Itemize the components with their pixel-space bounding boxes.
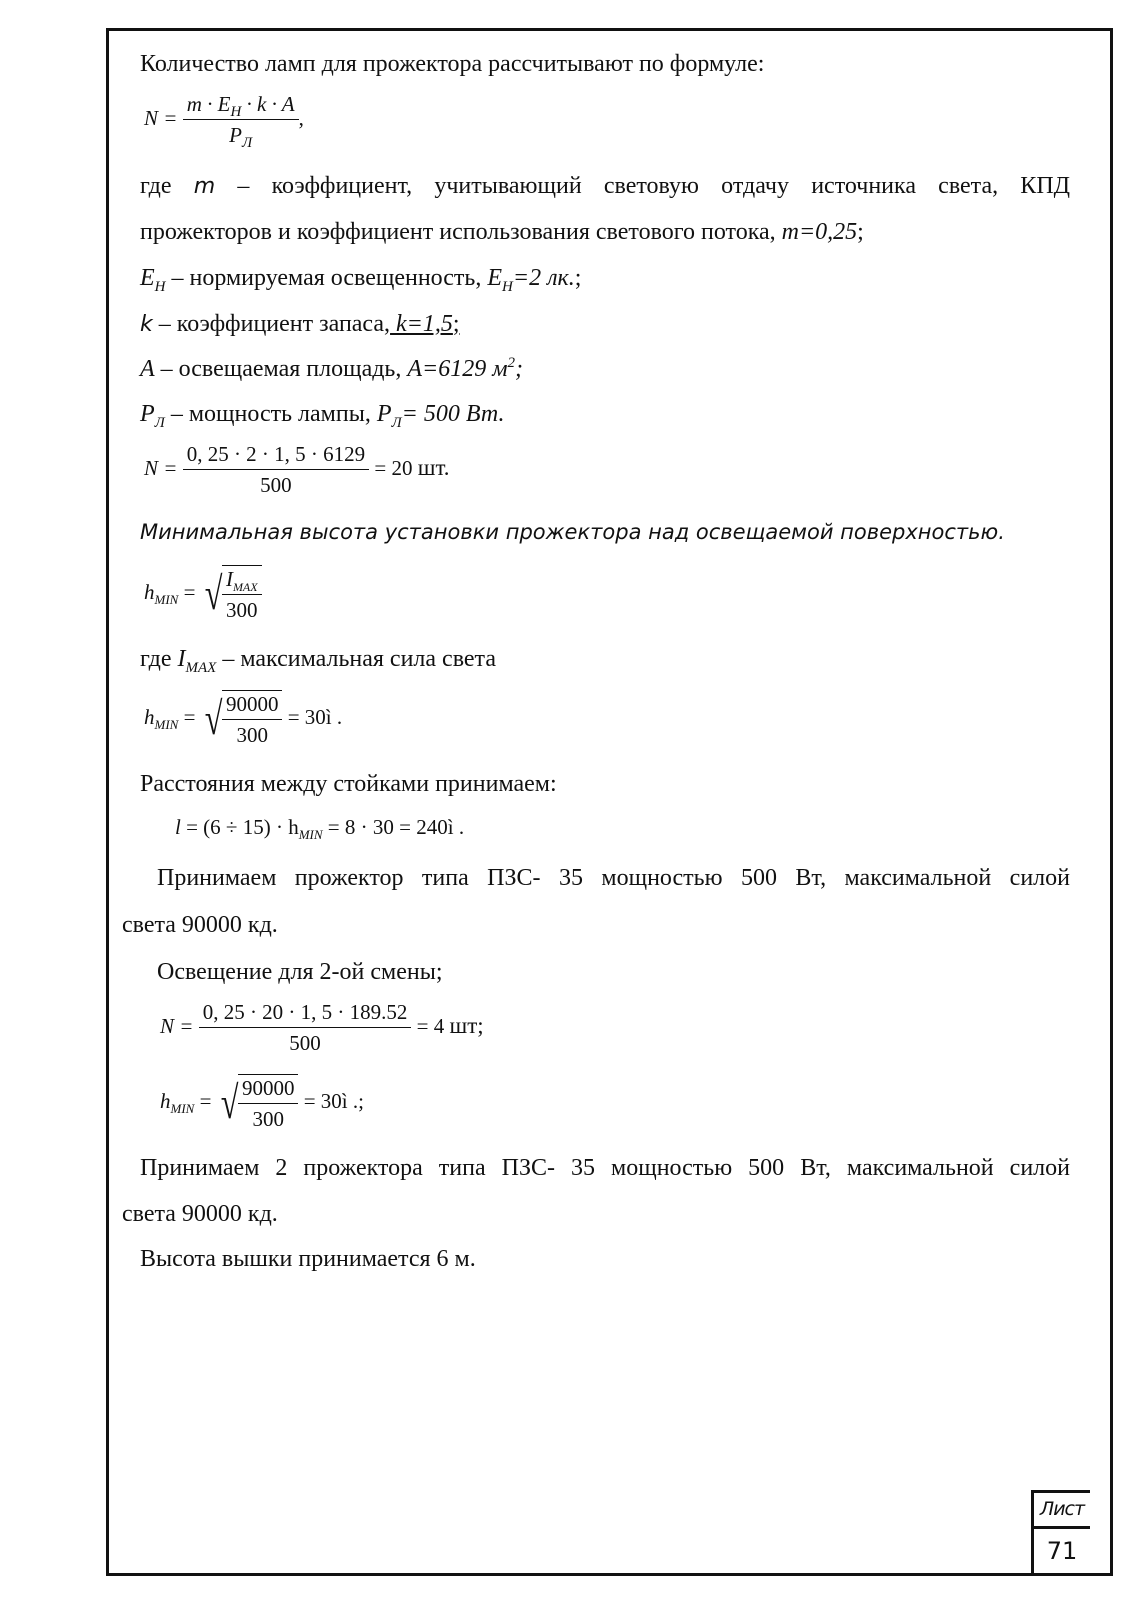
line-shift: Освещение для 2-ой смены; [157,959,443,985]
formula-n-calc: N = $\frac{0, 25 \cdot 2 \cdot 1, 5 \cdot 6129}{500}$ = 20 шт. [144,442,450,497]
formula-n-shift: N = $\frac{0, 25 \cdot 20 \cdot 1, 5 \cdot 189.52}{500}$ = 4 шт; [160,1000,484,1055]
line-intro: Количество ламп для прожектора рассчитывают по формуле: [140,51,765,77]
para-m-line2: прожекторов и коэффициент использования светового потока, m=0,25; [140,219,864,245]
formula-n: N = $\frac{m \cdot E_Н \cdot k \cdot A}{P_Л}$ , [144,92,304,152]
formula-hmin: $h_{MIN}$ = √ $\frac{I_{MAX}}{300}$ [144,565,262,623]
para-accept-2a: Принимаем 2 прожектора типа ПЗС- 35 мощностью 500 Вт, максимальной силой [140,1155,1070,1181]
formula-hmin-calc: $h_{MIN}$ = √ $\frac{90000}{300}$ = 30ì . [144,692,343,747]
def-e: $E_Н$ – нормируемая освещенность, $E_Н=2$ лк.; [140,265,582,295]
section-heading: Минимальная высота установки прожектора над освещаемой поверхностью. [140,520,1005,544]
line-tower: Высота вышки принимается 6 м. [140,1246,476,1272]
para-accept-2b: света 90000 кд. [122,1201,278,1227]
para-m-line1: где m – коэффициент, учитывающий световую отдачу источника света, КПД [140,173,1071,199]
def-a: A – освещаемая площадь, A=6129 $м^2$; [140,355,524,382]
def-imax: где $I_{MAX}$ – максимальная сила света [140,646,496,676]
para-accept-1a: Принимаем прожектор типа ПЗС- 35 мощностью 500 Вт, максимальной силой [157,865,1070,891]
sheet-number: 71 [1046,1537,1078,1565]
para-accept-1b: света 90000 кд. [122,912,278,938]
line-distance: Расстояния между стойками принимаем: [140,771,557,797]
sheet-label: Лист [1034,1490,1090,1529]
sheet-stamp [1031,1490,1090,1573]
formula-hmin-shift: $h_{MIN}$ = √ $\frac{90000}{300}$ = 30ì .; [160,1076,364,1131]
def-k: k – коэффициент запаса, k=1,5; [140,311,460,337]
def-p: $P_Л$ – мощность лампы, $P_Л= 500$ Вт. [140,401,505,431]
page-frame [106,28,1113,1576]
formula-distance: $l = (6 \div 15) \cdot h_{MIN} = 8 \cdot 30$ = 240ì . [175,815,465,843]
